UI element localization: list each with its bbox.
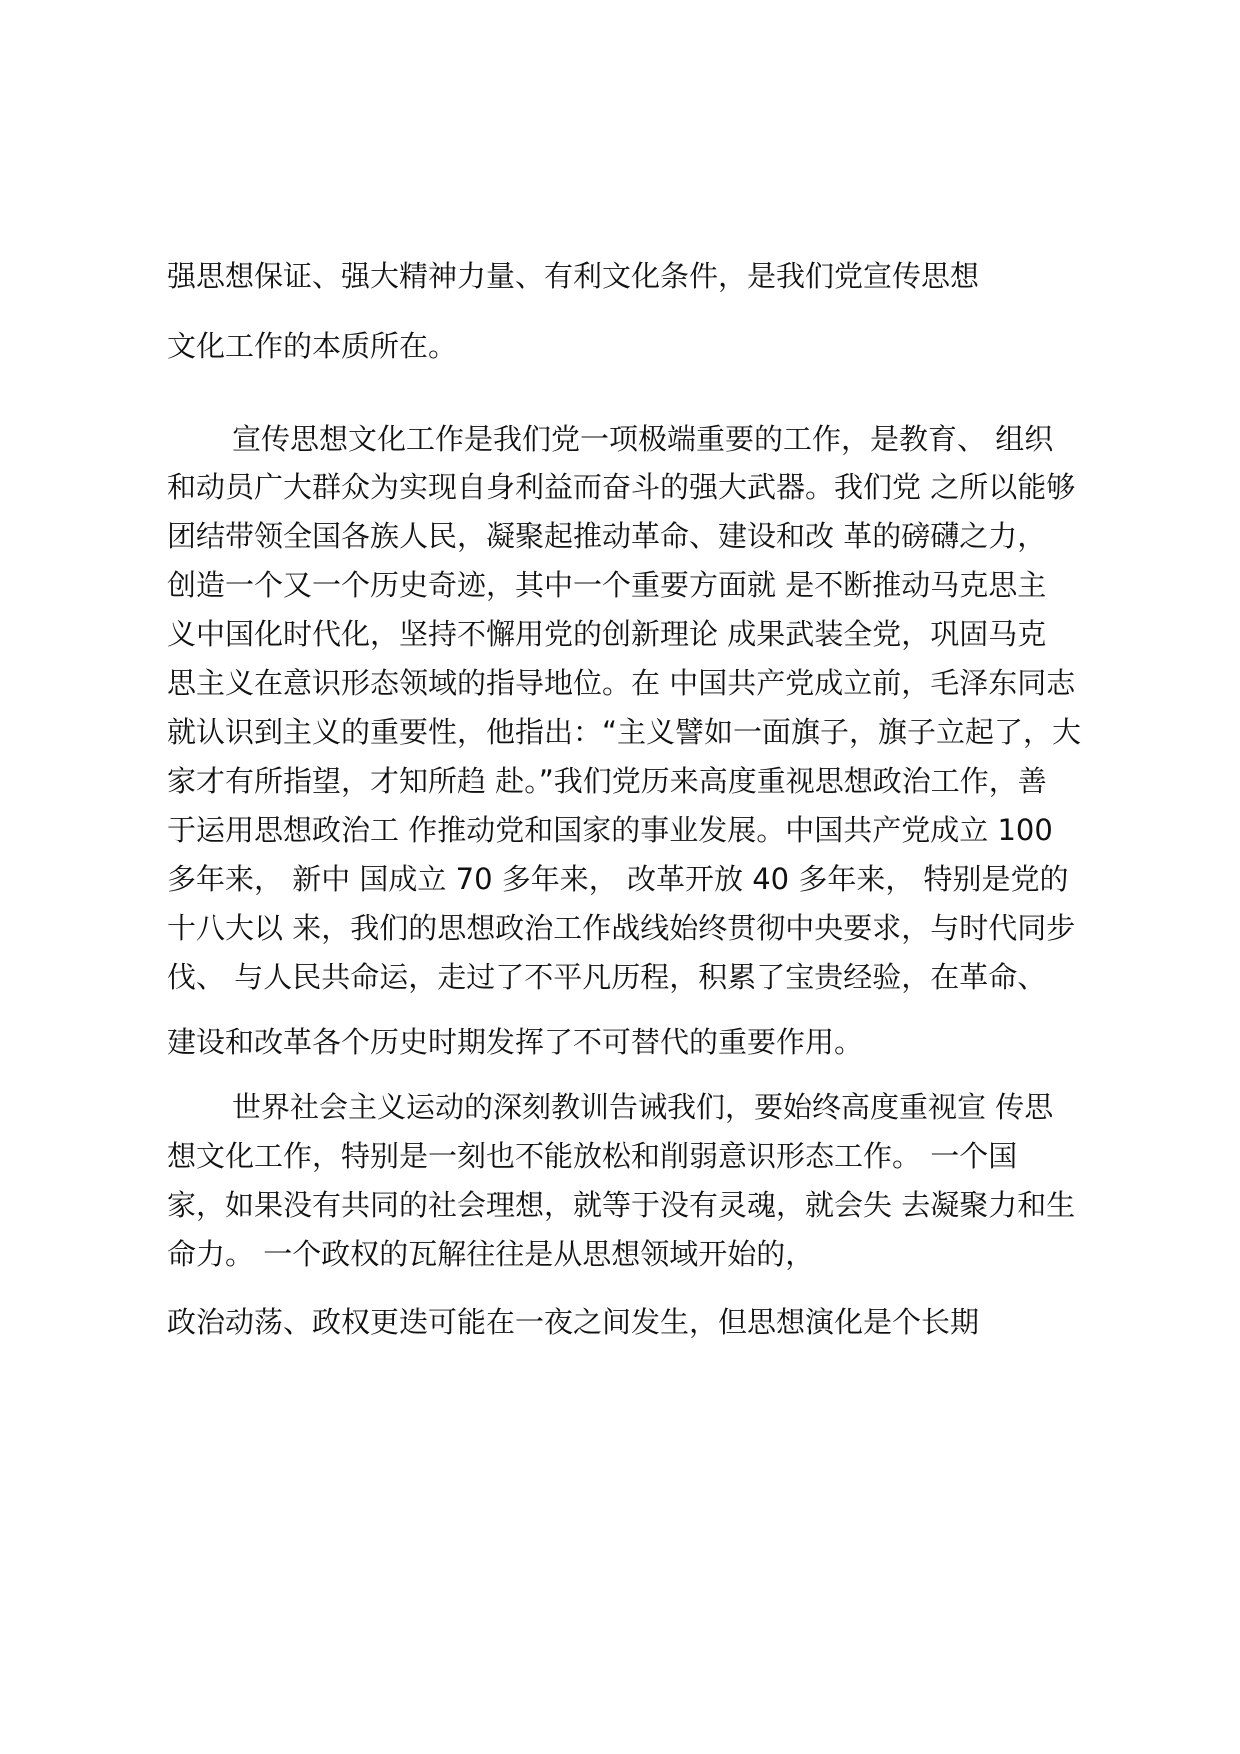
text-line: 创造一个又一个历史奇迹，其中一个重要方面就 是不断推动马克思主 bbox=[167, 568, 1047, 602]
text-line: 强思想保证、强大精神力量、有利文化条件，是我们党宣传思想 bbox=[167, 259, 980, 293]
text-line: 团结带领全国各族人民，凝聚起推动革命、建设和改 革的磅礴之力， bbox=[167, 519, 1047, 553]
text-line: 建设和改革各个历史时期发挥了不可替代的重要作用。 bbox=[167, 1025, 864, 1059]
text-line: 政治动荡、政权更迭可能在一夜之间发生，但思想演化是个长期 bbox=[167, 1305, 980, 1339]
text-line: 十八大以 来，我们的思想政治工作战线始终贯彻中央要求，与时代同步 bbox=[167, 911, 1076, 945]
text-line: 于运用思想政治工 作推动党和国家的事业发展。中国共产党成立 100 bbox=[167, 813, 1053, 847]
text-line: 宣传思想文化工作是我们党一项极端重要的工作，是教育、 组织 bbox=[232, 422, 1054, 456]
text-line: 家，如果没有共同的社会理想，就等于没有灵魂，就会失 去凝聚力和生 bbox=[167, 1188, 1076, 1222]
text-line: 多年来， 新中 国成立 70 多年来， 改革开放 40 多年来， 特别是党的 bbox=[167, 862, 1069, 896]
text-line: 文化工作的本质所在。 bbox=[167, 329, 458, 363]
text-line: 就认识到主义的重要性，他指出：“主义譬如一面旗子，旗子立起了，大 bbox=[167, 715, 1082, 749]
text-line: 思主义在意识形态领域的指导地位。在 中国共产党成立前，毛泽东同志 bbox=[167, 666, 1076, 700]
text-line: 世界社会主义运动的深刻教训告诫我们，要始终高度重视宣 传思 bbox=[232, 1090, 1054, 1124]
text-line: 和动员广大群众为实现自身利益而奋斗的强大武器。我们党 之所以能够 bbox=[167, 470, 1076, 504]
text-line: 伐、 与人民共命运，走过了不平凡历程，积累了宝贵经验，在革命、 bbox=[167, 960, 1047, 994]
text-line: 家才有所指望，才知所趋 赴。”我们党历来高度重视思想政治工作，善 bbox=[167, 764, 1047, 798]
text-line: 义中国化时代化，坚持不懈用党的创新理论 成果武装全党，巩固马克 bbox=[167, 617, 1047, 651]
text-line: 想文化工作，特别是一刻也不能放松和削弱意识形态工作。 一个国 bbox=[167, 1139, 1018, 1173]
text-line: 命力。 一个政权的瓦解往往是从思想领域开始的， bbox=[167, 1237, 815, 1271]
